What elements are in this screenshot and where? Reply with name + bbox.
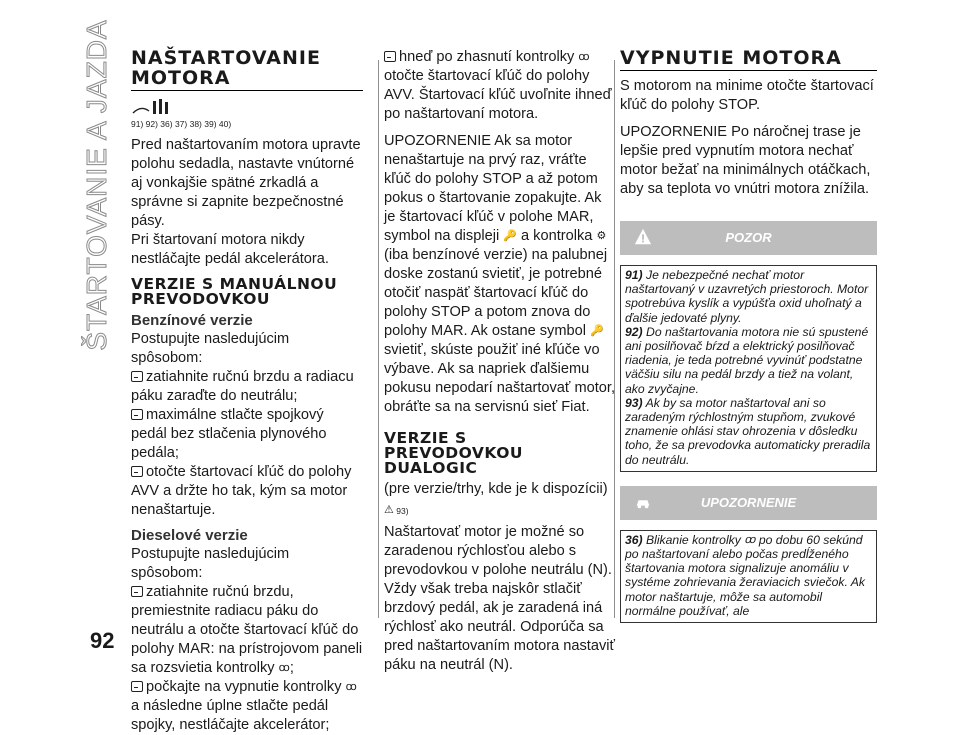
diesel-intro: Postupujte nasledujúcim spôsobom: [131, 546, 290, 581]
caution-item: 36) Blikanie kontrolky ꝏ po dobu 60 sekúnd po naštartovaní alebo počas predĺženého štartovania motora signalizuje anomáliu v systéme zohrievania žeraviacich sviečok. Ak motor naštartuje, môže sa automobil normálne používať, ale [625, 532, 866, 618]
list-item: zatiahnite ručnú brzdu, premiestnite radiacu páku do neutrálu a otočte štartovací kľúč do polohy MAR: na prístrojovom paneli sa rozsvietia kontrolky ꝏ; [131, 584, 363, 676]
warning-box [620, 265, 877, 472]
warning-paragraph: UPOZORNENIE Ak sa motor nenaštartuje na prvý raz, vráťte kľúč do polohy STOP a až potom pokus o štartovanie zopakujte. Ak je štartovací kľúč v polohe MAR, symbol na displeji 🔑 a kontrolka ⚙ (iba benzínové verzie) na palubnej doske zostanú svietiť, je potrebné otočiť naspäť štartovací kľúč do polohy STOP a potom znova do polohy MAR. Ak ostane symbol 🔑 svietiť, skúste použiť iné kľúče vo výbave. Ak sa napriek ďalšiemu pokusu nepodarí naštartovať motor, obráťte sa na servisnú sieť Fiat. [384, 133, 616, 415]
glow-plug-icon: ꝏ [578, 51, 590, 63]
list-item: otočte štartovací kľúč do polohy AVV a držte ho tak, kým sa motor nenaštartuje. [131, 464, 352, 518]
warning-item: 93) Ak by sa motor naštartoval ani so zaradeným rýchlostným stupňom, zvukové znamenie ohlási stav ohrozenia v dôsledku toho, že sa prevodovka automaticky preradila do neutrálu. [625, 395, 871, 467]
warning-box-header: POZOR [620, 221, 877, 255]
caution-box-header: UPOZORNENIE [620, 486, 877, 520]
car-caution-icon [634, 493, 652, 511]
glow-plug-icon: ꝏ [744, 533, 756, 546]
dualogic-paragraph: Vždy však treba najskôr stlačiť brzdový pedál, ak je zaradená iná rýchlosť ako neutrál. Odporúča sa pred naštartovaním motora nastaviť páku na neutrál (N). [384, 581, 615, 673]
list-item: počkajte na vypnutie kontrolky ꝏ a následne úplne stlačte pedál spojky, nestláčajte akcelerátor; [131, 679, 357, 733]
column-2 [384, 48, 616, 675]
intro-paragraph: Pred naštartovaním motora upravte polohu sedadla, nastavte vnútorné aj vonkajšie spätné zrkadlá a správne si zapnite bezpečnostné pásy. [131, 137, 361, 229]
section-title-engine-stop: VYPNUTIE MOTORA [620, 48, 877, 71]
list-item: zatiahnite ručnú brzdu a radiacu páku zaraďte do neutrálu; [131, 369, 354, 404]
warning-item: 91) Je nebezpečné nechať motor naštartovaný v uzavretých priestoroch. Motor spotrebúva kyslík a vypúšťa oxid uhoľnatý a ďalšie jedovaté plyny. [625, 268, 869, 325]
section-title-engine-start: NAŠTARTOVANIE MOTORA [131, 48, 363, 91]
engine-warning-icon: ⚙ [596, 230, 607, 242]
glow-plug-icon: ꝏ [278, 662, 290, 674]
stop-paragraph: S motorom na minime otočte štartovací kľúč do polohy STOP. [620, 78, 874, 113]
dualogic-subtitle: (pre verzie/trhy, kde je k dispozícii) [384, 481, 608, 497]
petrol-intro: Postupujte nasledujúcim spôsobom: [131, 331, 290, 366]
heading-manual-gearbox: VERZIE S MANUÁLNOU PREVODOVKOU [131, 275, 338, 308]
column-1 [131, 48, 363, 735]
caution-box [620, 530, 877, 623]
heading-diesel: Dieselové verzie [131, 527, 248, 544]
list-item: maximálne stlačte spojkový pedál bez stlačenia plynového pedála; [131, 407, 327, 461]
key-symbol-icon: 🔑 [503, 230, 517, 242]
petrol-diesel-logo [131, 97, 363, 117]
dualogic-paragraph: Naštartovať motor je možné so zaradenou rýchlosťou alebo s prevodovkou v polohe neutrálu (N). [384, 524, 612, 578]
page-number: 92 [90, 628, 115, 653]
warning-item: 92) Do naštartovania motora nie sú spustené ani posilňovač bŕzd a elektrický posilňovač riadenia, je teda potrebné vyvinúť podstatne väčšiu silu na pedál brzdy a tiež na volant, ako zvyčajne. [625, 324, 869, 396]
warning-references: 91) 92) 36) 37) 38) 39) 40) [131, 119, 232, 129]
bullet-icon [131, 371, 143, 382]
column-3 [620, 48, 877, 623]
glow-plug-icon: ꝏ [345, 681, 357, 693]
bullet-icon [131, 466, 143, 477]
warning-icon: ⚠ [384, 504, 394, 516]
intro-paragraph: Pri štartovaní motora nikdy nestláčajte pedál akcelerátora. [131, 232, 329, 267]
key-symbol-icon: 🔑 [590, 325, 604, 337]
bullet-icon [384, 51, 396, 62]
stop-paragraph: UPOZORNENIE Po náročnej trase je lepšie pred vypnutím motora nechať motor bežať na minimálnych otáčkach, aby sa teplota vo vnútri motora znížila. [620, 124, 871, 197]
warning-icon [634, 228, 652, 246]
list-item: hneď po zhasnutí kontrolky ꝏ otočte štartovací kľúč do polohy AVV. Štartovací kľúč uvoľnite ihneď po naštartovaní motora. [384, 49, 612, 122]
heading-petrol: Benzínové verzie [131, 312, 253, 329]
warning-references: ⚠ 93) [384, 501, 616, 521]
heading-dualogic: VERZIE S PREVODOVKOU DUALOGIC [384, 429, 523, 477]
section-side-title: ŠTARTOVANIE A JAZDA [81, 19, 112, 351]
bullet-icon [131, 409, 143, 420]
column-divider [378, 60, 379, 618]
fuel-version-icon [131, 97, 171, 117]
bullet-icon [131, 586, 143, 597]
